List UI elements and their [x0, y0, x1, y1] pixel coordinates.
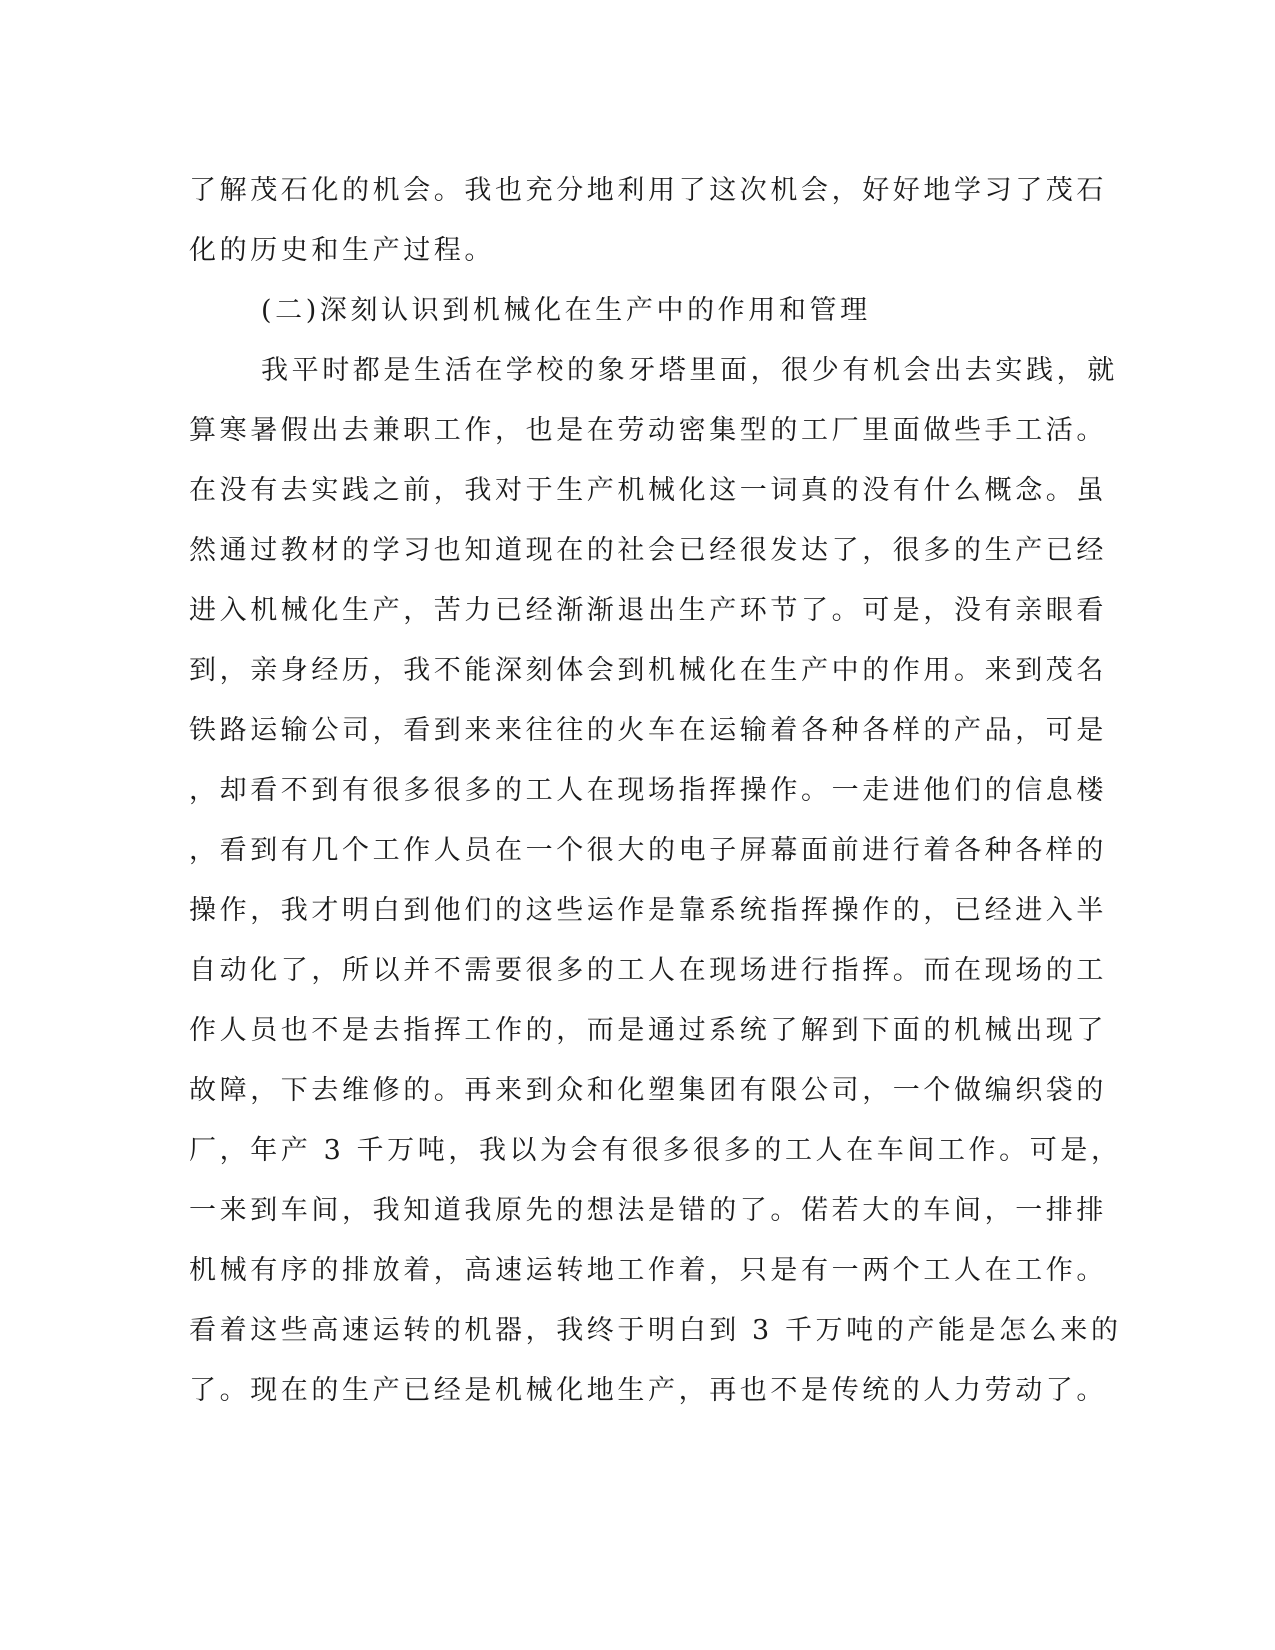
paragraph-line: 在没有去实践之前，我对于生产机械化这一词真的没有什么概念。虽: [189, 475, 1107, 506]
paragraph-line: 我平时都是生活在学校的象牙塔里面，很少有机会出去实践，就: [261, 355, 1118, 386]
body-text: [189, 161, 1122, 1421]
paragraph-line: 一来到车间，我知道我原先的想法是错的了。偌若大的车间，一排排: [189, 1195, 1107, 1226]
paragraph-line: 自动化了，所以并不需要很多的工人在现场进行指挥。而在现场的工: [189, 955, 1107, 986]
paragraph-line: 化的历史和生产过程。: [189, 235, 495, 266]
paragraph-line: 铁路运输公司，看到来来往往的火车在运输着各种各样的产品，可是: [189, 715, 1107, 746]
paragraph-line: 作人员也不是去指挥工作的，而是通过系统了解到下面的机械出现了: [189, 1015, 1107, 1046]
paragraph-line: 厂，年产 3 千万吨，我以为会有很多很多的工人在车间工作。可是，: [189, 1135, 1122, 1166]
paragraph-line: ，却看不到有很多很多的工人在现场指挥操作。一走进他们的信息楼: [189, 775, 1107, 806]
paragraph-line: 了。现在的生产已经是机械化地生产，再也不是传统的人力劳动了。: [189, 1375, 1107, 1406]
paragraph-line: 故障，下去维修的。再来到众和化塑集团有限公司，一个做编织袋的: [189, 1075, 1107, 1106]
section-heading: (二)深刻认识到机械化在生产中的作用和管理: [261, 295, 871, 326]
paragraph-line: 算寒暑假出去兼职工作，也是在劳动密集型的工厂里面做些手工活。: [189, 415, 1107, 446]
paragraph-line: ，看到有几个工作人员在一个很大的电子屏幕面前进行着各种各样的: [189, 835, 1107, 866]
paragraph-line: 了解茂石化的机会。我也充分地利用了这次机会，好好地学习了茂石: [189, 175, 1107, 206]
paragraph-line: 机械有序的排放着，高速运转地工作着，只是有一两个工人在工作。: [189, 1255, 1107, 1286]
paragraph-line: 看着这些高速运转的机器，我终于明白到 3 千万吨的产能是怎么来的: [189, 1315, 1122, 1346]
paragraph-line: 操作，我才明白到他们的这些运作是靠系统指挥操作的，已经进入半: [189, 895, 1107, 926]
paragraph-line: 到，亲身经历，我不能深刻体会到机械化在生产中的作用。来到茂名: [189, 655, 1107, 686]
paragraph-line: 进入机械化生产，苦力已经渐渐退出生产环节了。可是，没有亲眼看: [189, 595, 1107, 626]
paragraph-line: 然通过教材的学习也知道现在的社会已经很发达了，很多的生产已经: [189, 535, 1107, 566]
